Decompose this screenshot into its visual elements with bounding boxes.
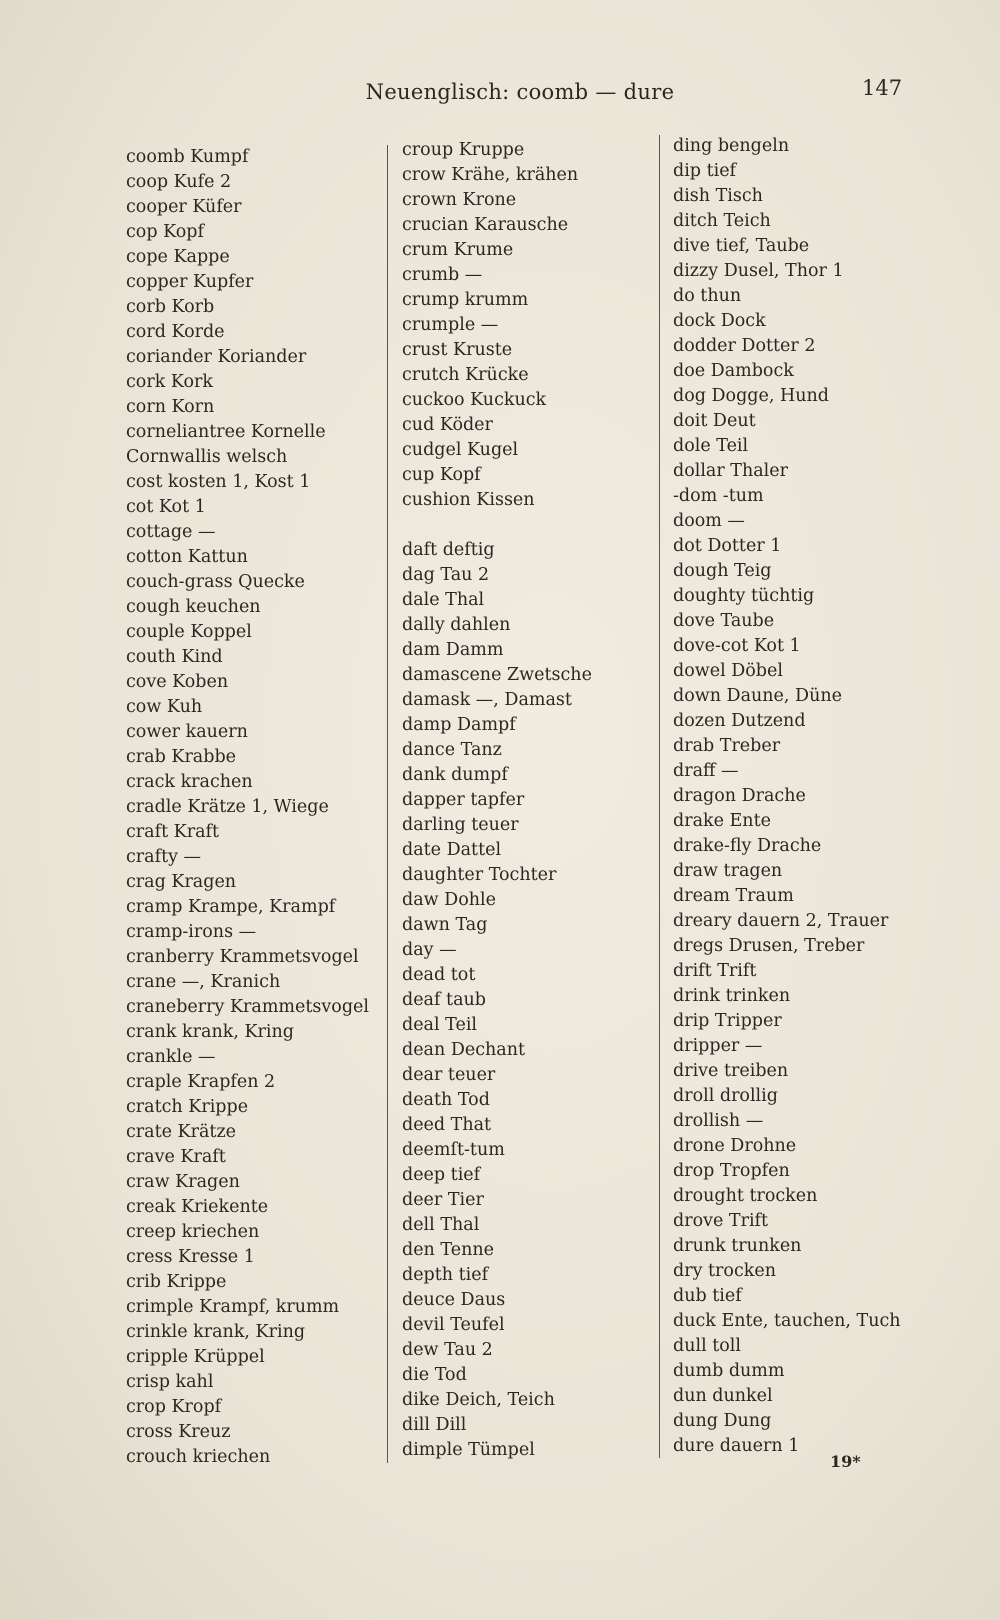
dictionary-column-2 xyxy=(402,138,657,1463)
dictionary-entry: cripple Krüppel xyxy=(126,1347,265,1367)
dictionary-column-3 xyxy=(673,134,928,1459)
dictionary-entry: dew Tau 2 xyxy=(402,1340,493,1360)
dictionary-entry: drake-fly Drache xyxy=(673,836,822,856)
dictionary-entry: dot Dotter 1 xyxy=(673,536,782,556)
dictionary-entry: dish Tisch xyxy=(673,186,763,206)
dictionary-entry: crum Krume xyxy=(402,240,514,260)
dictionary-entry: drift Trift xyxy=(673,961,757,981)
dictionary-entry: dough Teig xyxy=(673,561,772,581)
dictionary-entry: crane —, Kranich xyxy=(126,972,281,992)
dictionary-entry: crimple Krampf, krumm xyxy=(126,1297,340,1317)
dictionary-entry: den Tenne xyxy=(402,1240,494,1260)
dictionary-entry: crib Krippe xyxy=(126,1272,227,1292)
column-divider xyxy=(387,145,388,1463)
column-divider xyxy=(659,135,660,1458)
dictionary-entry: crag Kragen xyxy=(126,872,237,892)
dictionary-entry: cramp-irons — xyxy=(126,922,257,942)
dictionary-entry: cuckoo Kuckuck xyxy=(402,390,547,410)
dictionary-entry: dead tot xyxy=(402,965,476,985)
page-number: 147 xyxy=(862,76,903,100)
dictionary-entry: cud Köder xyxy=(402,415,493,435)
dictionary-entry: damask —, Damast xyxy=(402,690,572,710)
printer-signature-mark: 19* xyxy=(830,1452,861,1471)
dictionary-entry: cranberry Krammetsvogel xyxy=(126,947,359,967)
dictionary-entry: dry trocken xyxy=(673,1261,776,1281)
dictionary-entry: dregs Drusen, Treber xyxy=(673,936,865,956)
dictionary-entry: dock Dock xyxy=(673,311,766,331)
dictionary-entry: croup Kruppe xyxy=(402,140,525,160)
dictionary-entry: dream Traum xyxy=(673,886,794,906)
dictionary-entry: duck Ente, tauchen, Tuch xyxy=(673,1311,901,1331)
dictionary-entry: -dom -tum xyxy=(673,486,764,506)
dictionary-entry: craneberry Krammetsvogel xyxy=(126,997,369,1017)
dictionary-entry: dure dauern 1 xyxy=(673,1436,800,1456)
dictionary-entry: dear teuer xyxy=(402,1065,496,1085)
running-header: Neuenglisch: coomb — dure xyxy=(365,80,675,104)
dictionary-entry: cop Kopf xyxy=(126,222,204,242)
dictionary-entry: death Tod xyxy=(402,1090,490,1110)
dictionary-entry: crab Krabbe xyxy=(126,747,236,767)
dictionary-entry: crutch Krücke xyxy=(402,365,529,385)
dictionary-entry: damascene Zwetsche xyxy=(402,665,592,685)
dictionary-entry: dag Tau 2 xyxy=(402,565,490,585)
dictionary-entry: depth tief xyxy=(402,1265,489,1285)
dictionary-entry: dozen Dutzend xyxy=(673,711,806,731)
dictionary-entry: deer Tier xyxy=(402,1190,484,1210)
dictionary-entry: corneliantree Kornelle xyxy=(126,422,326,442)
dictionary-entry: crate Krätze xyxy=(126,1122,237,1142)
dictionary-entry: deed That xyxy=(402,1115,492,1135)
dictionary-entry: dimple Tümpel xyxy=(402,1440,535,1460)
dictionary-entry: day — xyxy=(402,940,457,960)
dictionary-entry: coriander Koriander xyxy=(126,347,307,367)
dictionary-entry: crank krank, Kring xyxy=(126,1022,294,1042)
dictionary-entry: draff — xyxy=(673,761,739,781)
dictionary-entry: dally dahlen xyxy=(402,615,511,635)
dictionary-entry: crown Krone xyxy=(402,190,517,210)
dictionary-entry: cork Kork xyxy=(126,372,213,392)
dictionary-entry: cress Kresse 1 xyxy=(126,1247,255,1267)
dictionary-entry: daft deftig xyxy=(402,540,495,560)
dictionary-entry: dike Deich, Teich xyxy=(402,1390,555,1410)
dictionary-entry: cratch Krippe xyxy=(126,1097,249,1117)
dictionary-entry: cushion Kissen xyxy=(402,490,535,510)
dictionary-entry: drought trocken xyxy=(673,1186,818,1206)
dictionary-entry: dull toll xyxy=(673,1336,741,1356)
dictionary-entry: dam Damm xyxy=(402,640,504,660)
dictionary-entry: craw Kragen xyxy=(126,1172,240,1192)
dictionary-entry: crucian Karausche xyxy=(402,215,569,235)
dictionary-entry: deemſt-tum xyxy=(402,1140,505,1160)
dictionary-entry: dip tief xyxy=(673,161,737,181)
dictionary-entry: drip Tripper xyxy=(673,1011,782,1031)
dictionary-entry: cow Kuh xyxy=(126,697,203,717)
dictionary-entry: crinkle krank, Kring xyxy=(126,1322,306,1342)
dictionary-entry: cope Kappe xyxy=(126,247,230,267)
dictionary-entry: dung Dung xyxy=(673,1411,772,1431)
dictionary-entry: cough keuchen xyxy=(126,597,261,617)
dictionary-entry: daughter Tochter xyxy=(402,865,557,885)
dictionary-entry: drunk trunken xyxy=(673,1236,802,1256)
dictionary-entry: coomb Kumpf xyxy=(126,147,249,167)
section-gap xyxy=(402,513,657,538)
dictionary-entry: crumple — xyxy=(402,315,499,335)
dictionary-entry: crouch kriechen xyxy=(126,1447,271,1467)
dictionary-entry: dawn Tag xyxy=(402,915,488,935)
dictionary-entry: doit Deut xyxy=(673,411,756,431)
dictionary-entry: dizzy Dusel, Thor 1 xyxy=(673,261,844,281)
dictionary-entry: dub tief xyxy=(673,1286,742,1306)
dictionary-entry: drab Treber xyxy=(673,736,781,756)
dictionary-entry: doughty tüchtig xyxy=(673,586,815,606)
dictionary-entry: darling teuer xyxy=(402,815,519,835)
dictionary-entry: couch-grass Quecke xyxy=(126,572,305,592)
dictionary-entry: cove Koben xyxy=(126,672,229,692)
dictionary-entry: couth Kind xyxy=(126,647,223,667)
dictionary-entry: cup Kopf xyxy=(402,465,481,485)
dictionary-entry: dean Dechant xyxy=(402,1040,526,1060)
dictionary-entry: dive tief, Taube xyxy=(673,236,810,256)
dictionary-entry: creep kriechen xyxy=(126,1222,260,1242)
dictionary-entry: cot Kot 1 xyxy=(126,497,206,517)
dictionary-entry: crump krumm xyxy=(402,290,529,310)
dictionary-entry: dapper tapfer xyxy=(402,790,525,810)
dictionary-entry: corn Korn xyxy=(126,397,215,417)
dictionary-entry: dun dunkel xyxy=(673,1386,773,1406)
dictionary-entry: dole Teil xyxy=(673,436,749,456)
dictionary-entry: dank dumpf xyxy=(402,765,508,785)
dictionary-entry: dale Thal xyxy=(402,590,485,610)
dictionary-entry: crow Krähe, krähen xyxy=(402,165,579,185)
dictionary-entry: dragon Drache xyxy=(673,786,806,806)
dictionary-entry: crust Kruste xyxy=(402,340,513,360)
dictionary-entry: copper Kupfer xyxy=(126,272,254,292)
dictionary-entry: coop Kufe 2 xyxy=(126,172,232,192)
dictionary-entry: craple Krapfen 2 xyxy=(126,1072,276,1092)
dictionary-entry: damp Dampf xyxy=(402,715,516,735)
dictionary-entry: drake Ente xyxy=(673,811,771,831)
dictionary-entry: cross Kreuz xyxy=(126,1422,231,1442)
dictionary-entry: deep tief xyxy=(402,1165,481,1185)
dictionary-entry: cord Korde xyxy=(126,322,225,342)
dictionary-entry: drop Tropfen xyxy=(673,1161,790,1181)
dictionary-entry: dell Thal xyxy=(402,1215,480,1235)
dictionary-entry: dowel Döbel xyxy=(673,661,783,681)
dictionary-entry: couple Koppel xyxy=(126,622,252,642)
dictionary-entry: dance Tanz xyxy=(402,740,502,760)
dictionary-entry: deuce Daus xyxy=(402,1290,506,1310)
dictionary-entry: crumb — xyxy=(402,265,483,285)
dictionary-entry: craft Kraft xyxy=(126,822,220,842)
dictionary-entry: Cornwallis welsch xyxy=(126,447,288,467)
dictionary-entry: dollar Thaler xyxy=(673,461,788,481)
dictionary-entry: crack krachen xyxy=(126,772,253,792)
dictionary-entry: crafty — xyxy=(126,847,202,867)
dictionary-entry: dumb dumm xyxy=(673,1361,785,1381)
dictionary-entry: down Daune, Düne xyxy=(673,686,842,706)
dictionary-entry: cradle Krätze 1, Wiege xyxy=(126,797,329,817)
dictionary-entry: ditch Teich xyxy=(673,211,771,231)
dictionary-entry: cower kauern xyxy=(126,722,248,742)
dictionary-entry: dove Taube xyxy=(673,611,775,631)
dictionary-entry: dove-cot Kot 1 xyxy=(673,636,801,656)
dictionary-entry: drove Trift xyxy=(673,1211,769,1231)
dictionary-entry: cudgel Kugel xyxy=(402,440,519,460)
dictionary-entry: crop Kropf xyxy=(126,1397,222,1417)
dictionary-entry: droll drollig xyxy=(673,1086,778,1106)
dictionary-entry: dodder Dotter 2 xyxy=(673,336,816,356)
dictionary-entry: doe Dambock xyxy=(673,361,794,381)
dictionary-entry: cramp Krampe, Krampf xyxy=(126,897,336,917)
dictionary-entry: date Dattel xyxy=(402,840,502,860)
dictionary-entry: crave Kraft xyxy=(126,1147,226,1167)
dictionary-entry: do thun xyxy=(673,286,742,306)
dictionary-entry: doom — xyxy=(673,511,745,531)
dictionary-entry: cost kosten 1, Kost 1 xyxy=(126,472,311,492)
dictionary-entry: dog Dogge, Hund xyxy=(673,386,829,406)
dictionary-entry: dill Dill xyxy=(402,1415,467,1435)
dictionary-entry: drollish — xyxy=(673,1111,764,1131)
dictionary-entry: daw Dohle xyxy=(402,890,496,910)
dictionary-entry: dreary dauern 2, Trauer xyxy=(673,911,889,931)
dictionary-entry: draw tragen xyxy=(673,861,783,881)
dictionary-entry: ding bengeln xyxy=(673,136,790,156)
dictionary-entry: cotton Kattun xyxy=(126,547,248,567)
dictionary-entry: crisp kahl xyxy=(126,1372,214,1392)
dictionary-entry: drink trinken xyxy=(673,986,791,1006)
dictionary-entry: drive treiben xyxy=(673,1061,789,1081)
dictionary-entry: die Tod xyxy=(402,1365,467,1385)
dictionary-entry: deal Teil xyxy=(402,1015,478,1035)
dictionary-entry: creak Kriekente xyxy=(126,1197,269,1217)
dictionary-entry: drone Drohne xyxy=(673,1136,797,1156)
dictionary-entry: cooper Küfer xyxy=(126,197,242,217)
dictionary-entry: deaf taub xyxy=(402,990,486,1010)
dictionary-entry: crankle — xyxy=(126,1047,216,1067)
dictionary-entry: dripper — xyxy=(673,1036,763,1056)
dictionary-entry: devil Teufel xyxy=(402,1315,505,1335)
dictionary-column-1 xyxy=(126,145,381,1470)
dictionary-entry: cottage — xyxy=(126,522,216,542)
dictionary-entry: corb Korb xyxy=(126,297,215,317)
